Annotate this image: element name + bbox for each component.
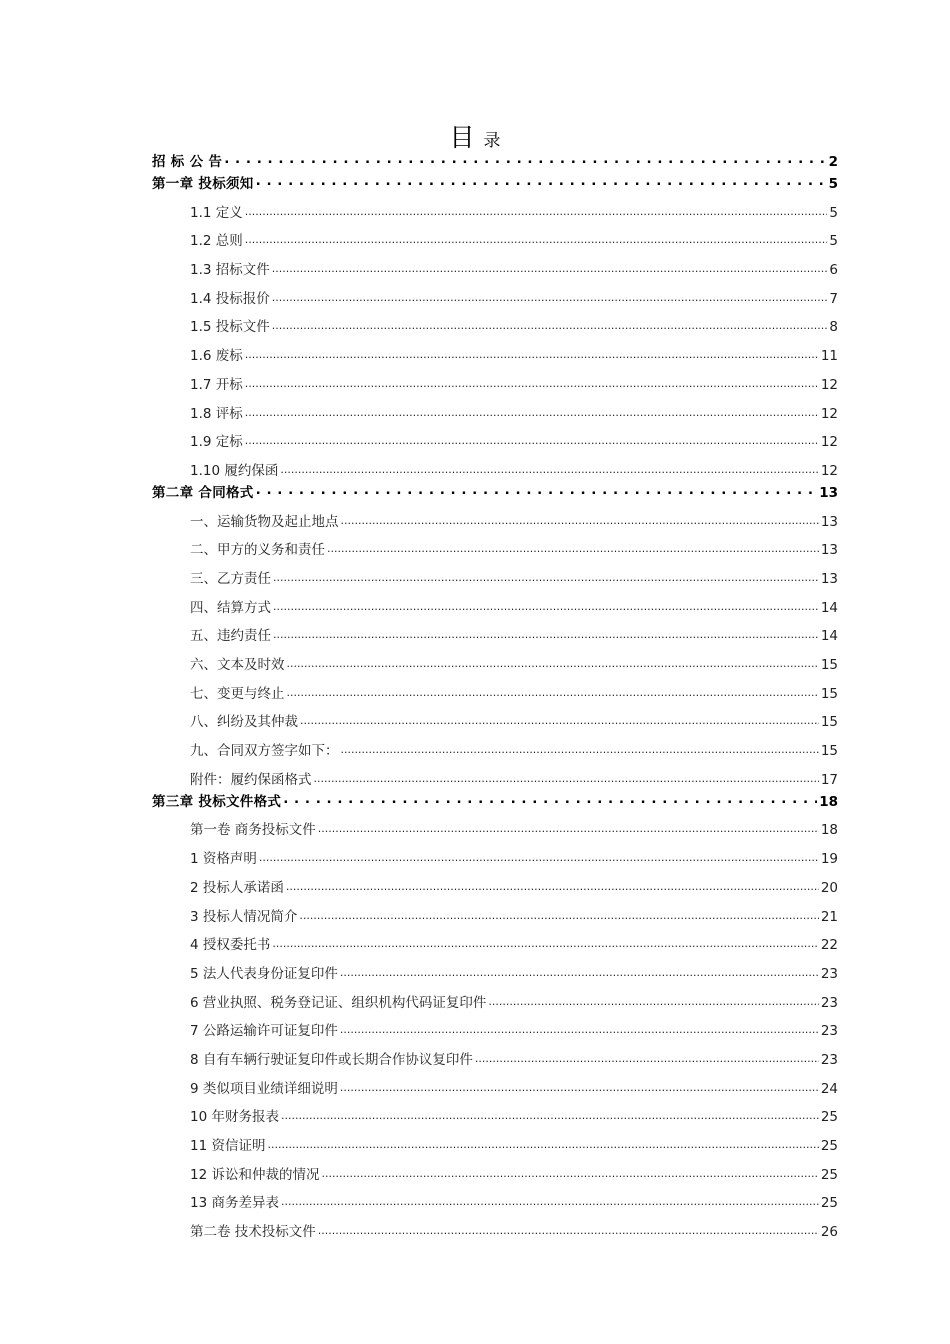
toc-entry-page-number: 25 (820, 1138, 838, 1154)
toc-entry-page-number: 15 (820, 714, 838, 731)
toc-entry-page-number: 12 (820, 405, 838, 422)
toc-entry-label: 八、纠纷及其仲裁 (190, 714, 298, 731)
toc-section-entry[interactable] (152, 393, 838, 422)
toc-section-entry[interactable] (152, 673, 838, 702)
toc-entry-label: 招 标 公 告 (152, 154, 223, 170)
toc-section-entry[interactable] (152, 422, 838, 451)
toc-section-entry[interactable] (152, 810, 838, 839)
toc-dot-leader (340, 1080, 819, 1094)
toc-dot-leader (318, 1223, 819, 1237)
toc-chapter-entry[interactable] (152, 170, 838, 192)
toc-entry-label: 1.10 履约保函 (190, 462, 279, 479)
toc-section-entry[interactable] (152, 644, 838, 673)
toc-dot-leader (272, 290, 828, 304)
toc-dot-leader (280, 462, 818, 476)
toc-entry-label: 3 投标人情况简介 (190, 908, 298, 925)
toc-dot-leader (273, 599, 819, 613)
toc-chapter-entry[interactable] (152, 788, 838, 810)
toc-entry-label: 1.1 定义 (190, 204, 243, 221)
toc-dot-leader (341, 513, 819, 527)
toc-entry-label: 1.9 定标 (190, 434, 243, 451)
toc-entry-page-number: 8 (829, 319, 838, 336)
toc-entry-page-number: 7 (829, 290, 838, 307)
toc-entry-page-number: 14 (820, 628, 838, 645)
toc-entry-page-number: 23 (820, 1051, 838, 1068)
toc-entry-page-number: 13 (820, 542, 838, 559)
toc-entry-page-number: 5 (829, 204, 838, 221)
toc-section-entry[interactable] (152, 530, 838, 559)
toc-entry-page-number: 19 (820, 851, 838, 868)
toc-entry-page-number: 25 (820, 1166, 838, 1183)
toc-entry-label: 13 商务差异表 (190, 1195, 279, 1212)
toc-dot-leader (475, 1051, 819, 1065)
toc-entry-label: 7 公路运输许可证复印件 (190, 1023, 338, 1040)
toc-dot-leader (272, 318, 828, 332)
toc-section-entry[interactable] (152, 364, 838, 393)
toc-entry-label: 1.7 开标 (190, 376, 243, 393)
toc-entry-label: 1 资格声明 (190, 851, 257, 868)
toc-entry-label: 七、变更与终止 (190, 685, 285, 702)
toc-entry-label: 11 资信证明 (190, 1138, 266, 1154)
toc-title-main: 目 (449, 123, 476, 152)
toc-entry-label: 10 年财务报表 (190, 1109, 279, 1126)
toc-section-entry[interactable] (152, 249, 838, 278)
toc-dot-leader (245, 433, 819, 447)
toc-dot-leader (273, 627, 819, 641)
toc-entry-label: 第二章 合同格式 (152, 484, 254, 501)
toc-entry-label: 1.3 招标文件 (190, 262, 270, 279)
toc-entry-page-number: 6 (829, 262, 838, 279)
toc-entry-label: 1.5 投标文件 (190, 319, 270, 336)
toc-dot-leader (286, 879, 819, 893)
toc-entry-label: 附件：履约保函格式 (190, 771, 312, 788)
toc-title-suffix: 录 (483, 131, 501, 151)
toc-entry-page-number: 15 (820, 743, 838, 760)
toc-entry-page-number: 13 (820, 570, 838, 587)
toc-entry-label: 第一章 投标须知 (152, 176, 254, 192)
toc-section-entry[interactable] (152, 558, 838, 587)
toc-entry-page-number: 20 (820, 879, 838, 896)
toc-section-entry[interactable] (152, 221, 838, 250)
toc-entry-label: 8 自有车辆行驶证复印件或长期合作协议复印件 (190, 1051, 473, 1068)
toc-dot-leader (314, 771, 819, 785)
toc-section-entry[interactable] (152, 587, 838, 616)
toc-entry-page-number: 21 (820, 908, 838, 925)
toc-section-entry[interactable] (152, 335, 838, 364)
toc-section-entry[interactable] (152, 1068, 838, 1097)
toc-chapter-entry[interactable] (152, 479, 838, 501)
toc-entry-page-number: 23 (820, 1023, 838, 1040)
toc-entry-label: 第二卷 技术投标文件 (190, 1224, 316, 1241)
toc-section-entry[interactable] (152, 501, 838, 530)
toc-section-entry[interactable] (152, 953, 838, 982)
toc-dot-leader (327, 541, 819, 555)
toc-entry-label: 二、甲方的义务和责任 (190, 542, 325, 559)
toc-section-entry[interactable] (152, 1183, 838, 1212)
toc-entry-page-number: 23 (820, 994, 838, 1011)
toc-dot-leader (299, 908, 818, 922)
toc-section-entry[interactable] (152, 702, 838, 731)
toc-entry-page-number: 12 (820, 462, 838, 479)
toc-dot-leader (245, 376, 819, 390)
toc-entry-page-number: 24 (820, 1080, 838, 1097)
toc-section-entry[interactable] (152, 1125, 838, 1154)
toc-section-entry[interactable] (152, 307, 838, 336)
toc-dot-leader (283, 793, 817, 807)
toc-entry-label: 六、文本及时效 (190, 657, 285, 673)
toc-section-entry[interactable] (152, 1039, 838, 1068)
toc-section-entry[interactable] (152, 896, 838, 925)
toc-dot-leader (287, 656, 819, 670)
toc-section-entry[interactable] (152, 450, 838, 479)
toc-entry-page-number: 26 (820, 1224, 838, 1241)
toc-entry-page-number: 2 (828, 154, 838, 170)
toc-entry-label: 五、违约责任 (190, 628, 271, 645)
toc-section-entry[interactable] (152, 982, 838, 1011)
toc-entry-label: 1.8 评标 (190, 405, 243, 422)
toc-entry-page-number: 15 (820, 685, 838, 702)
toc-section-entry[interactable] (152, 759, 838, 788)
toc-entry-page-number: 17 (820, 771, 838, 788)
toc-section-entry[interactable] (152, 278, 838, 307)
toc-entry-page-number: 13 (820, 513, 838, 530)
toc-dot-leader (256, 484, 818, 498)
toc-entry-label: 1.4 投标报价 (190, 290, 270, 307)
toc-dot-leader (318, 821, 819, 835)
toc-dot-leader (245, 347, 819, 361)
toc-entry-page-number: 5 (829, 233, 838, 250)
toc-dot-leader (245, 405, 819, 419)
toc-entry-label: 一、运输货物及起止地点 (190, 513, 339, 530)
toc-entry-page-number: 18 (820, 822, 838, 839)
toc-entry-label: 第一卷 商务投标文件 (190, 822, 316, 839)
toc-dot-leader (281, 1108, 819, 1122)
toc-entry-page-number: 5 (828, 176, 838, 192)
toc-entry-page-number: 14 (820, 599, 838, 616)
toc-section-entry[interactable] (152, 1211, 838, 1240)
toc-dot-leader (340, 1022, 819, 1036)
toc-dot-leader (272, 936, 818, 950)
toc-entry-label: 5 法人代表身份证复印件 (190, 965, 338, 982)
table-of-contents (152, 148, 838, 1240)
toc-entry-label: 九、合同双方签字如下： (190, 743, 339, 760)
toc-entry-page-number: 12 (820, 434, 838, 451)
toc-entry-label: 4 授权委托书 (190, 937, 271, 954)
toc-dot-leader (245, 232, 828, 246)
toc-entry-label: 1.2 总则 (190, 233, 243, 250)
toc-section-entry[interactable] (152, 867, 838, 896)
toc-entry-page-number: 23 (820, 965, 838, 982)
toc-entry-page-number: 18 (819, 793, 838, 810)
toc-entry-page-number: 15 (820, 657, 838, 673)
toc-dot-leader (224, 153, 826, 167)
toc-dot-leader (259, 850, 819, 864)
toc-entry-label: 第三章 投标文件格式 (152, 793, 282, 810)
toc-dot-leader (321, 1166, 818, 1180)
toc-entry-label: 四、结算方式 (190, 599, 271, 616)
toc-dot-leader (488, 994, 818, 1008)
toc-entry-page-number: 11 (820, 348, 838, 365)
toc-entry-page-number: 22 (820, 937, 838, 954)
toc-entry-label: 1.6 废标 (190, 348, 243, 365)
toc-entry-label: 6 营业执照、税务登记证、组织机构代码证复印件 (190, 994, 487, 1011)
toc-entry-label: 12 诉讼和仲裁的情况 (190, 1166, 320, 1183)
toc-section-entry[interactable] (152, 616, 838, 645)
toc-entry-page-number: 25 (820, 1109, 838, 1126)
toc-section-entry[interactable] (152, 1097, 838, 1126)
toc-dot-leader (340, 965, 819, 979)
toc-entry-label: 9 类似项目业绩详细说明 (190, 1080, 338, 1097)
toc-dot-leader (273, 570, 819, 584)
toc-section-entry[interactable] (152, 1011, 838, 1040)
toc-section-entry[interactable] (152, 838, 838, 867)
toc-dot-leader (256, 175, 827, 189)
toc-dot-leader (267, 1137, 818, 1151)
toc-section-entry[interactable] (152, 730, 838, 759)
toc-section-entry[interactable] (152, 1154, 838, 1183)
toc-dot-leader (281, 1194, 819, 1208)
toc-dot-leader (341, 742, 819, 756)
toc-dot-leader (287, 685, 819, 699)
toc-entry-label: 2 投标人承诺函 (190, 879, 284, 896)
toc-section-entry[interactable] (152, 925, 838, 954)
toc-entry-page-number: 12 (820, 376, 838, 393)
toc-dot-leader (300, 713, 819, 727)
toc-entry-label: 三、乙方责任 (190, 570, 271, 587)
toc-dot-leader (272, 261, 828, 275)
toc-entry-page-number: 13 (819, 484, 838, 501)
toc-section-entry[interactable] (152, 192, 838, 221)
toc-entry-page-number: 25 (820, 1195, 838, 1212)
toc-dot-leader (245, 204, 828, 218)
toc-chapter-entry[interactable] (152, 148, 838, 170)
